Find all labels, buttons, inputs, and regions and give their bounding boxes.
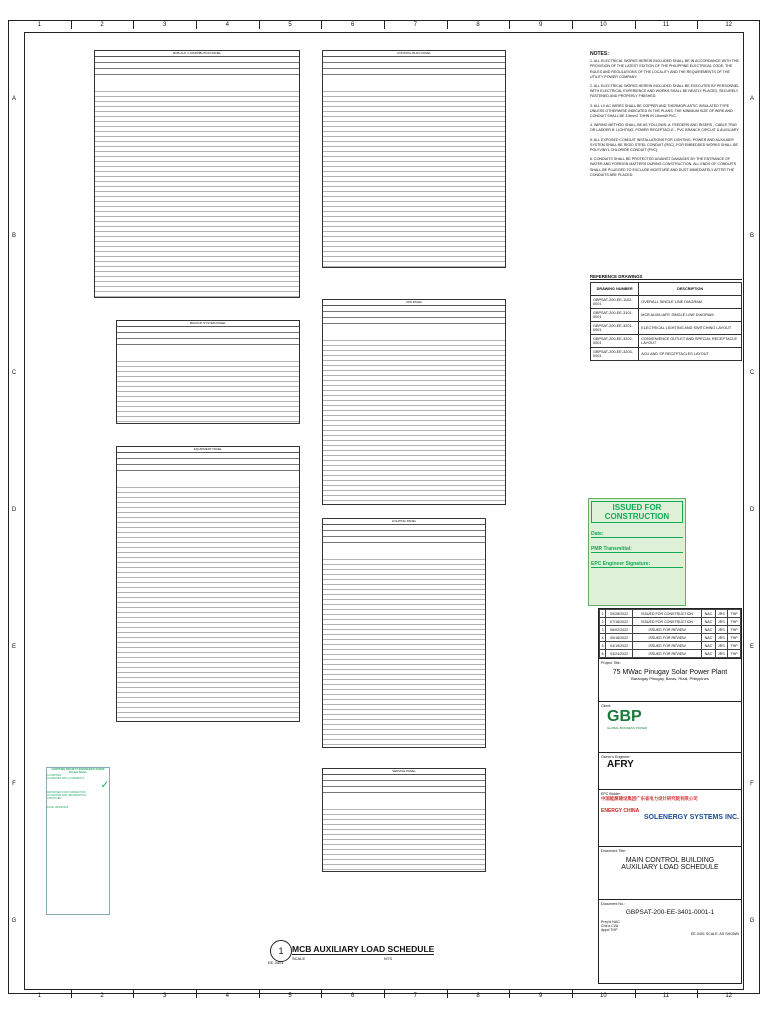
revision-row: 4 05/18/2022 ISSUED FOR REVIEW NAC JRS THP (600, 634, 741, 642)
grid-column-label: 11 (662, 22, 670, 28)
grid-column-label: 8 (476, 993, 480, 999)
doc-number: GBPSAT-200-EE-3401-0001-1 (625, 909, 715, 916)
grid-row-label: E (749, 643, 754, 650)
ifc-title: ISSUED FOR CONSTRUCTION (591, 501, 683, 523)
grid-column-label: 6 (350, 993, 355, 999)
load-schedule-panel-7 (322, 768, 486, 872)
stamp-date-label: DATE: (47, 806, 55, 809)
grid-row-label: E (11, 643, 16, 650)
grid-column-label: 5 (288, 993, 292, 999)
grid-tick (509, 990, 510, 998)
grid-column-label: 3 (162, 22, 167, 28)
stamp-review: Review Status (69, 771, 87, 774)
owner-engineer-section (599, 752, 741, 789)
grid-row-label: A (11, 96, 16, 103)
grid-column-label: 12 (725, 22, 732, 28)
drawing-desc: ACU AND SP RECEPTACLES LAYOUT (639, 348, 742, 361)
note-item: 4. WIRING METHOD SHALL BE AS FOLLOWS: A. FEEDERS AND RISERS - CABLE TRAY OR LADDER B. LIGHTING, POWER RECEPTACLE - PVC BRANCH CIRCUIT & AUXILIARY (590, 123, 739, 133)
grid-column-label: 7 (413, 993, 417, 999)
grid-column-label: 1 (37, 22, 41, 28)
note-item: 6. CONDUITS SHALL BE PROTECTED AGAINST DAMAGES BY THE ENTRANCE OF WATER AND FOREIGN MATTERS DURING CONSTRUCTION. ALL ENDS OF CONDUITS SHALL BE PLUGGED TO EXCLUDE MOISTURE AND DUST IMMEDIATELY AFTER THE CONDUITS ARE PLACED. (590, 157, 737, 177)
stamp-option: ACCEPTED FOR INFORMATION (47, 794, 87, 797)
drawing-desc: OVERALL SINGLE LINE DIAGRAM (639, 296, 742, 309)
revision-row: 1 09/28/2022 ISSUED FOR CONSTRUCTION NAC JRS THP (600, 610, 741, 618)
grid-tick (71, 990, 72, 998)
drawing-number: GBPSAT-200-EE-3101-0001 (591, 309, 639, 322)
grid-tick (259, 21, 260, 29)
revision-row: 3 06/02/2022 ISSUED FOR REVIEW NAC JRS THP (600, 626, 741, 634)
grid-row-label: B (11, 233, 16, 240)
revision-row: 6 03/24/2022 ISSUED FOR REVIEW NAC JRS THP (600, 650, 741, 658)
grid-tick (71, 21, 72, 29)
panel-title: LIGHTING PANEL (323, 519, 485, 525)
prepd-label: Prep'd (601, 920, 612, 924)
revision-row: 5 04/19/2022 ISSUED FOR REVIEW NAC JRS THP (600, 642, 741, 650)
epc-section (599, 789, 741, 846)
drawing-number: GBPSAT-200-EE-3203-0001 (591, 348, 639, 361)
col-description: DESCRIPTION (639, 283, 742, 296)
grid-row-label: D (11, 507, 17, 513)
stamp-option: ACCEPTED (47, 774, 62, 777)
document-title-section (599, 846, 741, 899)
ifc-transmittal: PMR Transmittal: (591, 546, 683, 553)
grid-tick (572, 990, 573, 998)
drawing-number: GBPSAT-200-EE-1102-0001 (591, 296, 639, 309)
table-row (591, 348, 742, 361)
panel-title: MCB-ALP-1 DISTRIBUTION PANEL (95, 51, 299, 57)
grid-column-label: 7 (413, 22, 417, 28)
stamp-heading: CERTIFIED PROJECT ENGINEER'S STAMP (51, 768, 105, 771)
grid-column-label: 10 (599, 993, 607, 999)
project-location: Barangay Pinugay, Baras, Rizal, Philippines (631, 676, 709, 681)
client-subtitle: GLOBAL BUSINESS POWER (607, 726, 648, 730)
stamp-option: RETURNED FOR CORRECTION (47, 791, 86, 794)
energy-china-logo: ENERGY CHINA (601, 808, 640, 814)
issued-for-construction-stamp (588, 498, 686, 606)
grid-tick (133, 21, 134, 29)
grid-tick (259, 990, 260, 998)
grid-row-label: C (749, 370, 755, 377)
table-row (591, 335, 742, 348)
afry-logo: AFRY (607, 759, 634, 770)
grid-tick (321, 21, 322, 29)
client-label: Client: (601, 704, 612, 708)
ifc-date: Date: (591, 531, 683, 538)
detail-number: 1 (270, 940, 292, 962)
detail-title: MCB AUXILIARY LOAD SCHEDULE (292, 944, 435, 954)
grid-column-label: 9 (538, 22, 543, 28)
doc-title-line2: AUXILIARY LOAD SCHEDULE (621, 864, 719, 871)
doc-title-label: Document Title: (601, 849, 626, 853)
drawing-desc: CONVENIENCE OUTLET AND SPECIAL RECEPTACLE LAYOUT (639, 335, 742, 348)
project-name: 75 MWac Pinugay Solar Power Plant (612, 669, 728, 676)
panel-title: CONTROL BLDG PANEL (323, 51, 505, 57)
grid-tick (321, 990, 322, 998)
note-item: 2. ALL ELECTRICAL WORKS HEREIN INCLUDED SHALL BE EXECUTED BY PERSONNEL WITH ELECTRICAL EXPERIENCE AND WORKS SHALL BE NEATLY PLACED, SECURELY FASTENED AND PROPERLY FINISHED. (590, 84, 739, 99)
grid-column-label: 10 (599, 22, 607, 28)
grid-tick (697, 21, 698, 29)
reference-drawings-table (590, 282, 742, 361)
grid-column-label: 2 (100, 22, 104, 28)
drawing-number: GBPSAT-200-EE-3202-0001 (591, 335, 639, 348)
stamp-date: 28/09/2022 (55, 806, 69, 809)
detail-ref: EE-3401 (268, 960, 284, 965)
drawing-number: GBPSAT-200-EE-3201-0001 (591, 322, 639, 335)
grid-tick (384, 990, 385, 998)
project-title-section (599, 658, 741, 701)
checkmark-icon: ✓ (100, 780, 109, 791)
ifc-signature: EPC Engineer Signature: (591, 561, 683, 568)
epc-cn-name: 中国能源建设集团广东省电力设计研究院有限公司 (601, 796, 698, 801)
grid-tick (697, 990, 698, 998)
load-schedule-panel-1 (94, 50, 300, 298)
grid-tick (447, 21, 448, 29)
reference-drawings (590, 274, 742, 361)
grid-column-label: 5 (288, 22, 292, 28)
chkd-label: Chk'd (601, 924, 611, 928)
grid-row-label: C (11, 370, 17, 377)
drawing-desc: MCB AUXILIARY SINGLE LINE DIAGRAM (639, 309, 742, 322)
epc-label: EPC Bidder: (601, 792, 621, 796)
drawing-desc: ELECTRICAL LIGHTING AND SWITCHING LAYOUT (639, 322, 742, 335)
grid-column-label: 4 (225, 993, 229, 999)
grid-row-label: A (749, 96, 754, 103)
drawing-title (268, 940, 435, 970)
col-drawing-number: DRAWING NUMBER (591, 283, 639, 296)
grid-row-label: F (12, 780, 16, 787)
project-label: Project Title: (601, 661, 621, 665)
scale: SCALE: AS SHOWN (705, 932, 739, 936)
grid-column-label: 3 (162, 993, 167, 999)
panel-title: BACKUP SYSTEM PANEL (117, 321, 299, 327)
client-section (599, 701, 741, 752)
general-notes (590, 52, 742, 182)
note-item: 1. ALL ELECTRICAL WORKS HEREIN INCLUDED SHALL BE IN ACCORDANCE WITH THE PROVISION OF THE LATEST EDITION OF THE PHILIPPINE ELECTRICAL CODE, THE RULES AND REGULATIONS OF THE LOCALITY AND THE REQUIREMENTS OF THE UTILITY POWER COMPANY. (590, 59, 739, 79)
grid-column-label: 8 (476, 22, 480, 28)
solenergy-logo: SOLENERGY SYSTEMS INC. (643, 814, 739, 821)
table-row (591, 296, 742, 309)
notes-heading: NOTES: (590, 51, 609, 57)
gbp-logo: GBP (607, 708, 642, 725)
grid-row-label: F (750, 780, 754, 787)
grid-column-label: 6 (350, 22, 355, 28)
grid-tick (384, 21, 385, 29)
revision-row: 2 07/18/2022 ISSUED FOR CONSTRUCTION NAC JRS THP (600, 618, 741, 626)
appd-label: Appd (601, 928, 610, 932)
grid-tick (447, 990, 448, 998)
grid-column-label: 2 (100, 993, 104, 999)
load-schedule-panel-6 (322, 518, 486, 748)
load-schedule-panel-2 (322, 50, 506, 268)
grid-column-label: 4 (225, 22, 229, 28)
note-item: 5. ALL EXPOSED CONDUIT INSTALLATIONS FOR LIGHTING, POWER AND AUXILIARY SYSTEM SHALL BE RIGID STEEL CONDUIT (RSC). FOR EMBEDDED WORKS SHALL BE POLYVINYL CHLORIDE CONDUIT (PVC). (590, 137, 738, 153)
scale-value: NTS (384, 956, 392, 961)
grid-tick (635, 21, 636, 29)
note-item: 3. ALL LV AC WIRES SHALL BE COPPER AND THERMOPLASTIC INSULATED TYPE UNLESS OTHERWISE INDICATED IN THE PLANS. THE MINIMUM SIZE OF WIRE AND CONDUIT SHALL BE 3.5mm2 THHN IN 15mmØ PVC. (590, 103, 733, 119)
chkd-by: CVA (611, 924, 619, 928)
load-schedule-panel-5 (116, 446, 300, 722)
scale-label: SCALE (292, 956, 306, 961)
table-row (591, 309, 742, 322)
load-schedule-panel-3 (116, 320, 300, 424)
grid-row-label: B (749, 233, 754, 240)
stamp-approved: APPROVED (47, 797, 62, 800)
doc-title-line1: MAIN CONTROL BUILDING (625, 857, 715, 864)
reference-drawings-heading: REFERENCE DRAWINGS (590, 274, 742, 280)
revision-table (599, 609, 741, 658)
grid-row-label: G (749, 917, 755, 924)
document-number-section (599, 899, 741, 964)
panel-title: UPS PANEL (323, 300, 505, 306)
sheet-number: EE-3401 (690, 932, 705, 936)
panel-title: EQUIPMENT PANEL (117, 447, 299, 453)
grid-row-label: G (11, 917, 17, 924)
grid-tick (196, 21, 197, 29)
grid-row-label: D (749, 507, 755, 513)
load-schedule-panel-4 (322, 299, 506, 505)
reviewer-stamp (46, 767, 110, 915)
prepd-by: NAC (612, 920, 620, 924)
grid-tick (509, 21, 510, 29)
grid-column-label: 1 (37, 993, 41, 999)
table-row (591, 322, 742, 335)
grid-tick (133, 990, 134, 998)
grid-tick (635, 990, 636, 998)
grid-tick (196, 990, 197, 998)
grid-column-label: 12 (725, 993, 732, 999)
doc-no-label: Document No.: (601, 902, 625, 906)
grid-column-label: 9 (538, 993, 543, 999)
grid-tick (572, 21, 573, 29)
grid-column-label: 11 (662, 993, 670, 999)
owner-engineer-label: Owner's Engineer: (601, 755, 631, 759)
title-block (598, 608, 742, 984)
panel-title: SERVICE PANEL (323, 769, 485, 775)
appd-by: THP (610, 928, 618, 932)
stamp-option: ACCEPTED WITH COMMENTS (47, 777, 85, 780)
